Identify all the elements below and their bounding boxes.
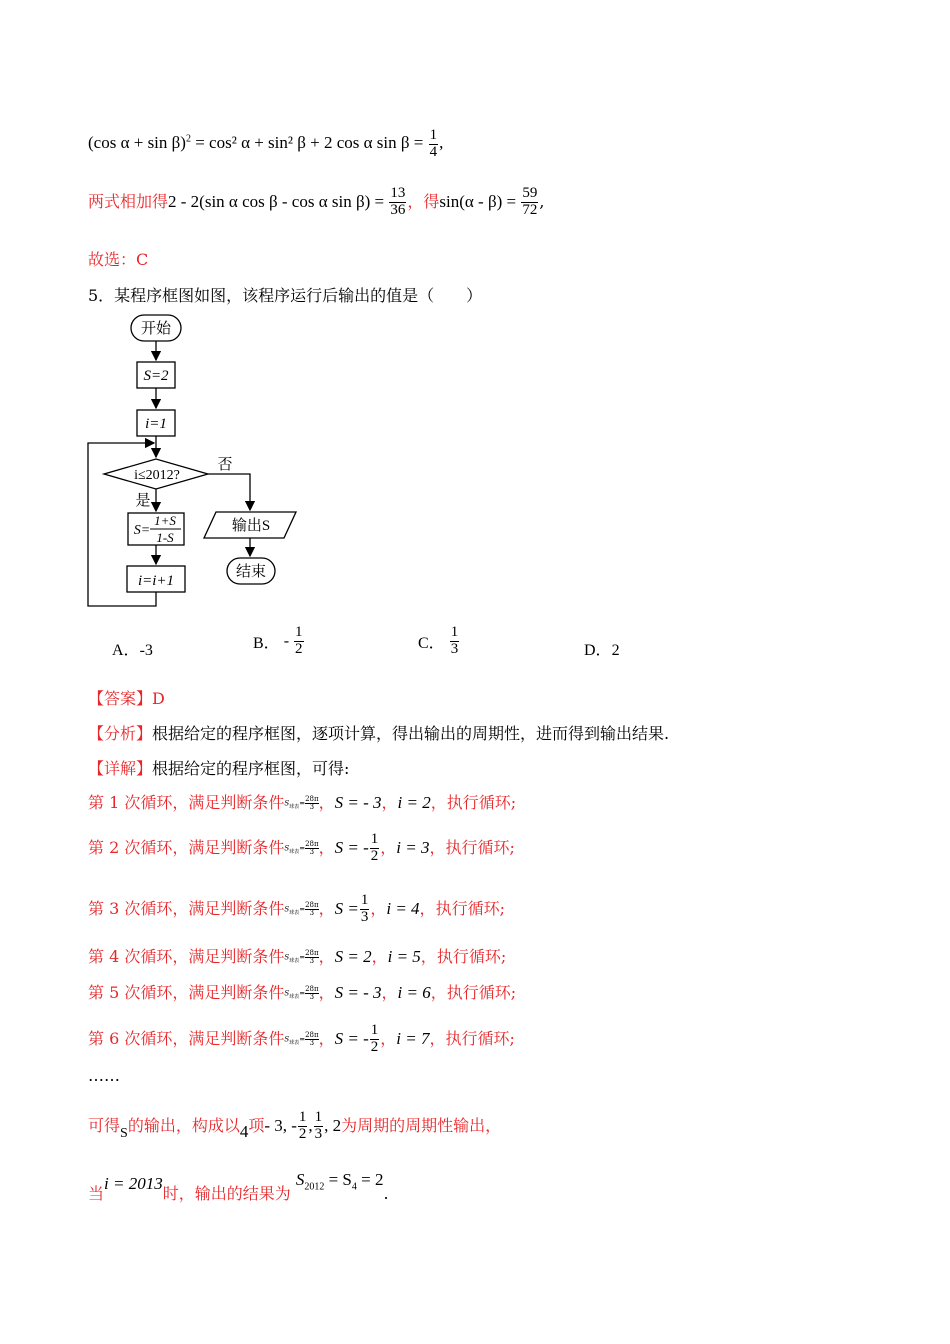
expansion-lhs: (cos α + sin β) [88,133,186,153]
fraction: $\frac{1}{2}$ [370,831,379,864]
period-line: 可得S的输出，构成以4项- 3, - $\frac{1}{2}$ , $\frac{1}{3}$ , 2为周期的周期性输出， [88,1109,502,1142]
s-update-den: 1-S [156,530,174,545]
condition-label: i≤2012? [134,468,180,483]
question-5: 5．某程序框图如图，该程序运行后输出的值是（ ） [88,286,483,305]
detail-line: 【详解】根据给定的程序框图，可得: [88,759,350,778]
start-label: 开始 [140,321,172,337]
fraction: $\frac{1}{2}$ [295,624,303,657]
loop-line: 第 3 次循环，满足判断条件$S_{球表}=$ $\frac{28\pi}{3}$ ，S = $\frac{1}{3}$ ，i = 4，执行循环; [88,892,505,925]
expansion-line: (cos α + sin β)$^2$ = cos² α + sin² β + 2 cos α sin β = $\frac{1}{4}$ , [88,127,444,160]
loop-line: 第 5 次循环，满足判断条件$S_{球表}=$ $\frac{28\pi}{3}$ ，S = - 3，i = 6，执行循环; [88,983,517,1002]
increment-label: i=i+1 [137,573,175,589]
fraction: $\frac{1}{4}$ [429,127,438,160]
yes-label: 是 [135,493,151,509]
fraction: $\frac{59}{72}$ [522,185,538,218]
no-label: 否 [217,457,233,473]
loop-line: 第 4 次循环，满足判断条件$S_{球表}=$ $\frac{28\pi}{3}$ ，S = 2，i = 5，执行循环; [88,947,507,966]
i-init-label: i=1 [145,416,167,432]
condition-formula: $S_{球表}=$ $\frac{28\pi}{3}$ [284,900,319,917]
condition-formula: $S_{球表}=$ $\frac{28\pi}{3}$ [284,839,319,856]
condition-formula: $S_{球表}=$ $\frac{28\pi}{3}$ [284,1030,319,1047]
flowchart [80,308,320,618]
loop-line: 第 2 次循环，满足判断条件$S_{球表}=$ $\frac{28\pi}{3}$ ，S = - $\frac{1}{2}$ ，i = 3，执行循环; [88,831,515,864]
ellipsis: …… [88,1066,120,1085]
expansion-rhs: = cos² α + sin² β + 2 cos α sin β = [190,133,428,153]
fraction: $\frac{1}{3}$ [360,892,369,925]
sum-line: 两式相加得2 - 2(sin α cos β - cos α sin β) = $\frac{13}{36}$ ，得sin(α - β) = $\frac{59}{72}$ , [88,185,545,218]
option-d: D．2 [584,642,620,659]
s-update-eq: S= [133,523,151,538]
condition-formula: $S_{球表}=$ $\frac{28\pi}{3}$ [284,795,319,811]
output-label: 输出S [231,518,271,534]
loop-line: 第 6 次循环，满足判断条件$S_{球表}=$ $\frac{28\pi}{3}$ ，S = - $\frac{1}{2}$ ，i = 7，执行循环; [88,1022,515,1055]
final-line: 当i = 2013时，输出的结果为 $S_{2012} = S_4 = 2$. [88,1170,389,1203]
fraction: $\frac{1}{3}$ [314,1109,323,1142]
answer-tag: 【答案】D [88,689,165,708]
option-a: A．-3 [112,642,153,659]
analysis-line: 【分析】根据给定的程序框图，逐项计算，得出输出的周期性，进而得到输出结果. [88,724,670,743]
sum-expr: 2 - 2(sin α cos β - cos α sin β) = [168,191,389,211]
fraction: $\frac{1}{2}$ [370,1022,379,1055]
prev-answer: 故选：C [88,250,149,269]
sum-expr2: sin(α - β) = [439,191,521,211]
condition-formula: $S_{球表}=$ $\frac{28\pi}{3}$ [284,949,319,965]
sum-mid: ，得 [407,191,440,211]
sum-prefix: 两式相加得 [88,191,169,211]
option-c: C． $\frac{1}{3}$ [418,624,459,657]
loop-line: 第 1 次循环，满足判断条件$S_{球表}=$ $\frac{28\pi}{3}$ ，S = - 3，i = 2，执行循环; [88,793,517,812]
s-init-label: S=2 [143,368,169,384]
condition-formula: $S_{球表}=$ $\frac{28\pi}{3}$ [284,985,319,1001]
fraction: $\frac{1}{3}$ [450,624,459,657]
fraction: $\frac{13}{36}$ [390,185,406,218]
end-label: 结束 [235,564,267,580]
option-b: B． - $\frac{1}{2}$ [253,624,303,657]
s-update-num: 1+S [154,513,176,528]
fraction: $\frac{1}{2}$ [298,1109,307,1142]
